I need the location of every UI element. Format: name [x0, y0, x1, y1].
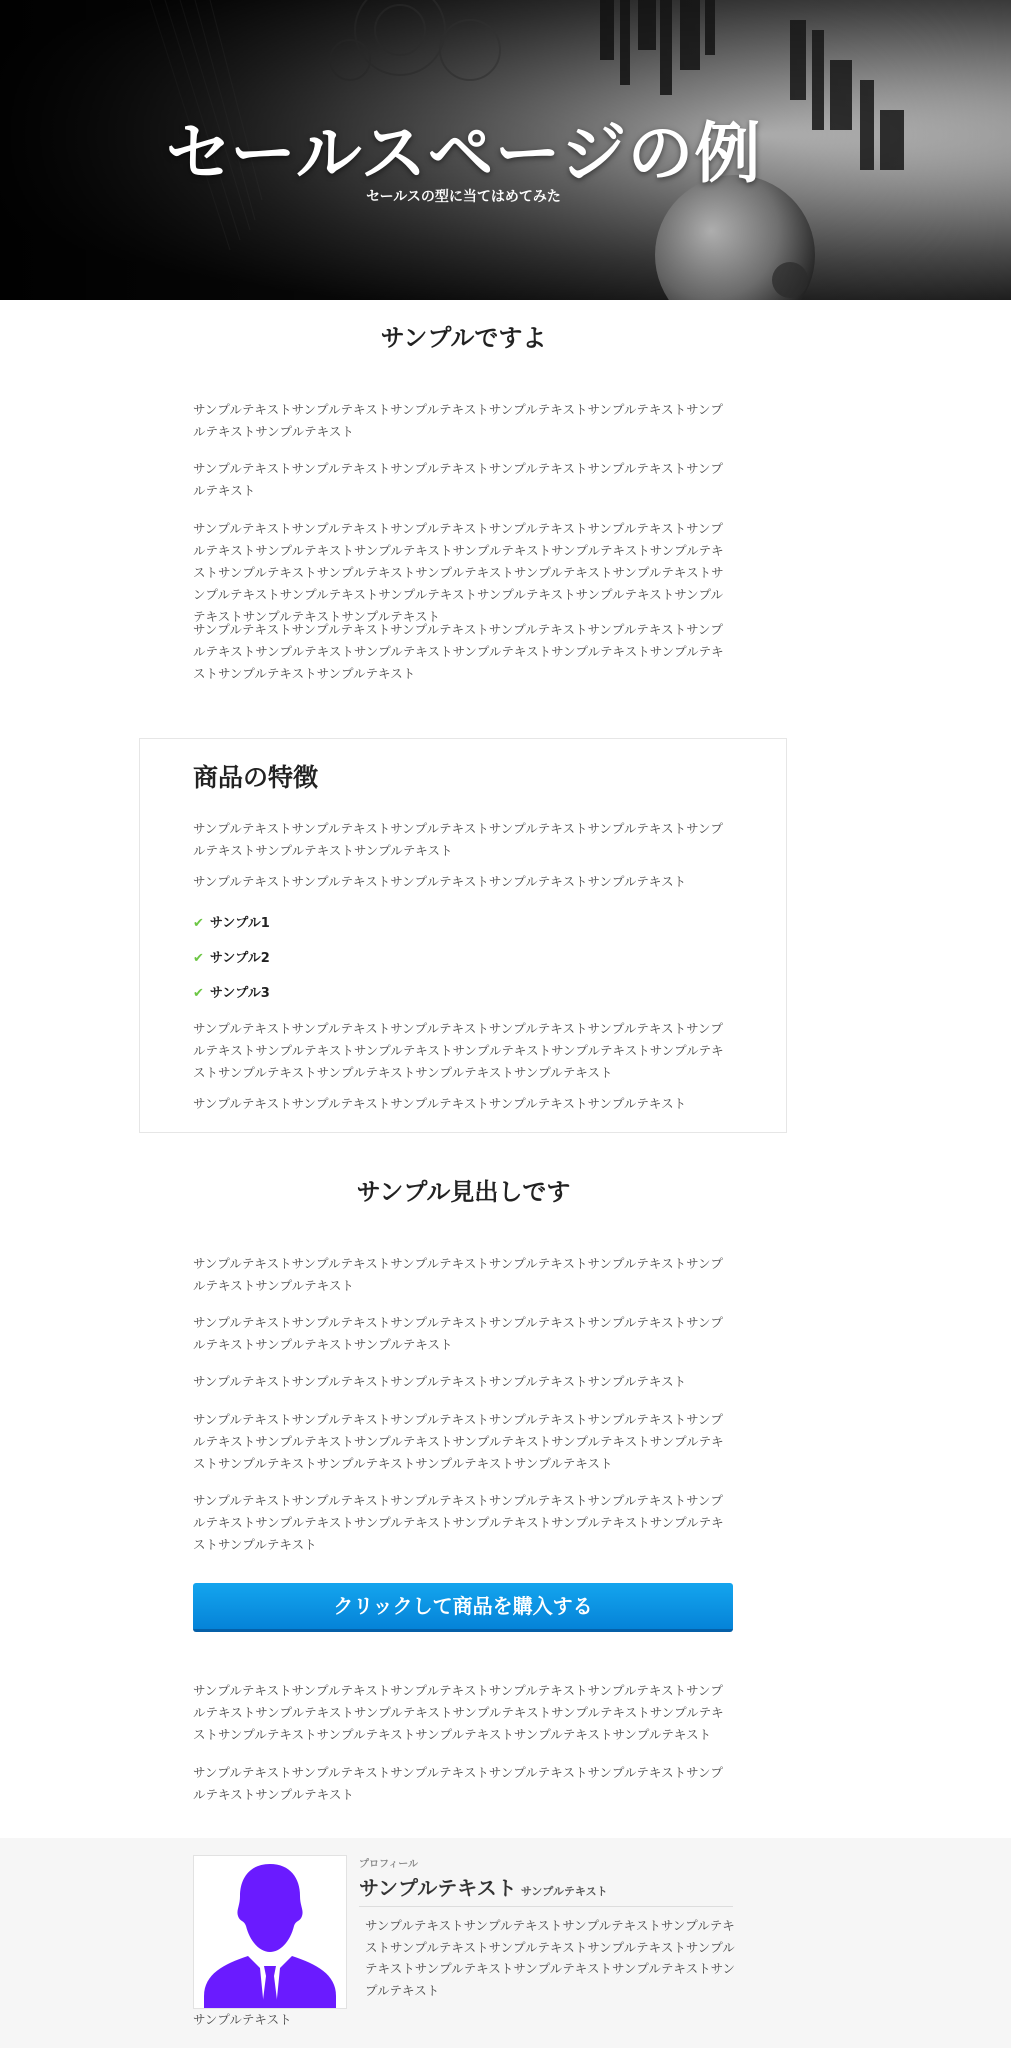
checklist-item: ✔ サンプル3	[193, 986, 270, 1001]
checklist-item: ✔ サンプル1	[193, 916, 270, 931]
paragraph: サンプルテキストサンプルテキストサンプルテキストサンプルテキストサンプルテキストサンプルテキストサンプルテキスト	[193, 1256, 724, 1293]
paragraph: サンプルテキストサンプルテキストサンプルテキストサンプルテキストサンプルテキストサンプルテキストサンプルテキストサンプルテキストサンプルテキストサンプルテキストサンプルテキストサンプルテキストサンプルテキストサンプルテキストサンプルテキストサンプルテキストサンプルテキストサンプルテキストサンプルテキストサンプルテキストサンプルテキストサンプルテキストサンプルテキストサンプルテキスト	[193, 521, 724, 624]
paragraph: サンプルテキストサンプルテキストサンプルテキストサンプルテキストサンプルテキストサンプルテキストサンプルテキストサンプルテキスト	[193, 821, 724, 858]
person-silhouette-icon	[194, 1856, 346, 2008]
hero-title: セールスページの例	[165, 115, 762, 192]
avatar	[193, 1855, 347, 2009]
section-heading: サンプルですよ	[380, 324, 547, 352]
checkmark-icon: ✔	[193, 916, 204, 931]
paragraph: サンプルテキストサンプルテキストサンプルテキストサンプルテキストサンプルテキストサンプルテキストサンプルテキストサンプルテキストサンプルテキストサンプルテキストサンプルテキストサンプルテキスト	[193, 1493, 724, 1552]
hero-banner	[0, 0, 1011, 300]
paragraph: サンプルテキストサンプルテキストサンプルテキストサンプルテキストサンプルテキストサンプルテキストサンプルテキストサンプルテキストサンプルテキストサンプルテキストサンプルテキストサンプルテキストサンプルテキストサンプルテキストサンプルテキスト	[193, 1021, 724, 1080]
paragraph: サンプルテキストサンプルテキストサンプルテキストサンプルテキストサンプルテキストサンプルテキストサンプルテキストサンプルテキスト	[193, 1315, 724, 1352]
profile-name-sub: サンプルテキスト	[520, 1885, 608, 1898]
section-heading: サンプル見出しです	[356, 1178, 571, 1206]
checklist-item: ✔ サンプル2	[193, 951, 270, 966]
profile-name: サンプルテキスト サンプルテキスト	[359, 1876, 608, 1900]
paragraph: サンプルテキストサンプルテキストサンプルテキストサンプルテキストサンプルテキストサンプルテキストサンプルテキストサンプルテキストサンプルテキストサンプルテキストサンプルテキストサンプルテキストサンプルテキストサンプルテキストサンプルテキストサンプルテキスト	[193, 1683, 724, 1742]
profile-bio: サンプルテキストサンプルテキストサンプルテキストサンプルテキストサンプルテキストサンプルテキストサンプルテキストサンプルテキストサンプルテキストサンプルテキストサンプルテキストサンプルテキスト	[365, 1918, 736, 1998]
paragraph: サンプルテキストサンプルテキストサンプルテキストサンプルテキストサンプルテキストサンプルテキストサンプルテキスト	[193, 1765, 724, 1802]
paragraph: サンプルテキストサンプルテキストサンプルテキストサンプルテキストサンプルテキストサンプルテキストサンプルテキスト	[193, 402, 724, 439]
paragraph: サンプルテキストサンプルテキストサンプルテキストサンプルテキストサンプルテキストサンプルテキストサンプルテキストサンプルテキストサンプルテキストサンプルテキストサンプルテキストサンプルテキストサンプルテキストサンプルテキストサンプルテキスト	[193, 1412, 724, 1471]
hero-subtitle: セールスの型に当てはめてみた	[366, 189, 561, 205]
profile-label: プロフィール	[359, 1859, 418, 1870]
paragraph: サンプルテキストサンプルテキストサンプルテキストサンプルテキストサンプルテキストサンプルテキスト	[193, 461, 724, 498]
paragraph: サンプルテキストサンプルテキストサンプルテキストサンプルテキストサンプルテキスト	[193, 1374, 687, 1389]
divider	[359, 1906, 733, 1907]
avatar-caption: サンプルテキスト	[193, 2012, 292, 2027]
feature-heading: 商品の特徴	[193, 763, 319, 792]
checkmark-icon: ✔	[193, 986, 204, 1001]
paragraph: サンプルテキストサンプルテキストサンプルテキストサンプルテキストサンプルテキストサンプルテキストサンプルテキストサンプルテキストサンプルテキストサンプルテキストサンプルテキストサンプルテキストサンプルテキスト	[193, 622, 724, 681]
paragraph: サンプルテキストサンプルテキストサンプルテキストサンプルテキストサンプルテキスト	[193, 874, 687, 889]
checkmark-icon: ✔	[193, 951, 204, 966]
buy-button[interactable]: クリックして商品を購入する	[193, 1583, 733, 1632]
paragraph: サンプルテキストサンプルテキストサンプルテキストサンプルテキストサンプルテキスト	[193, 1096, 687, 1111]
